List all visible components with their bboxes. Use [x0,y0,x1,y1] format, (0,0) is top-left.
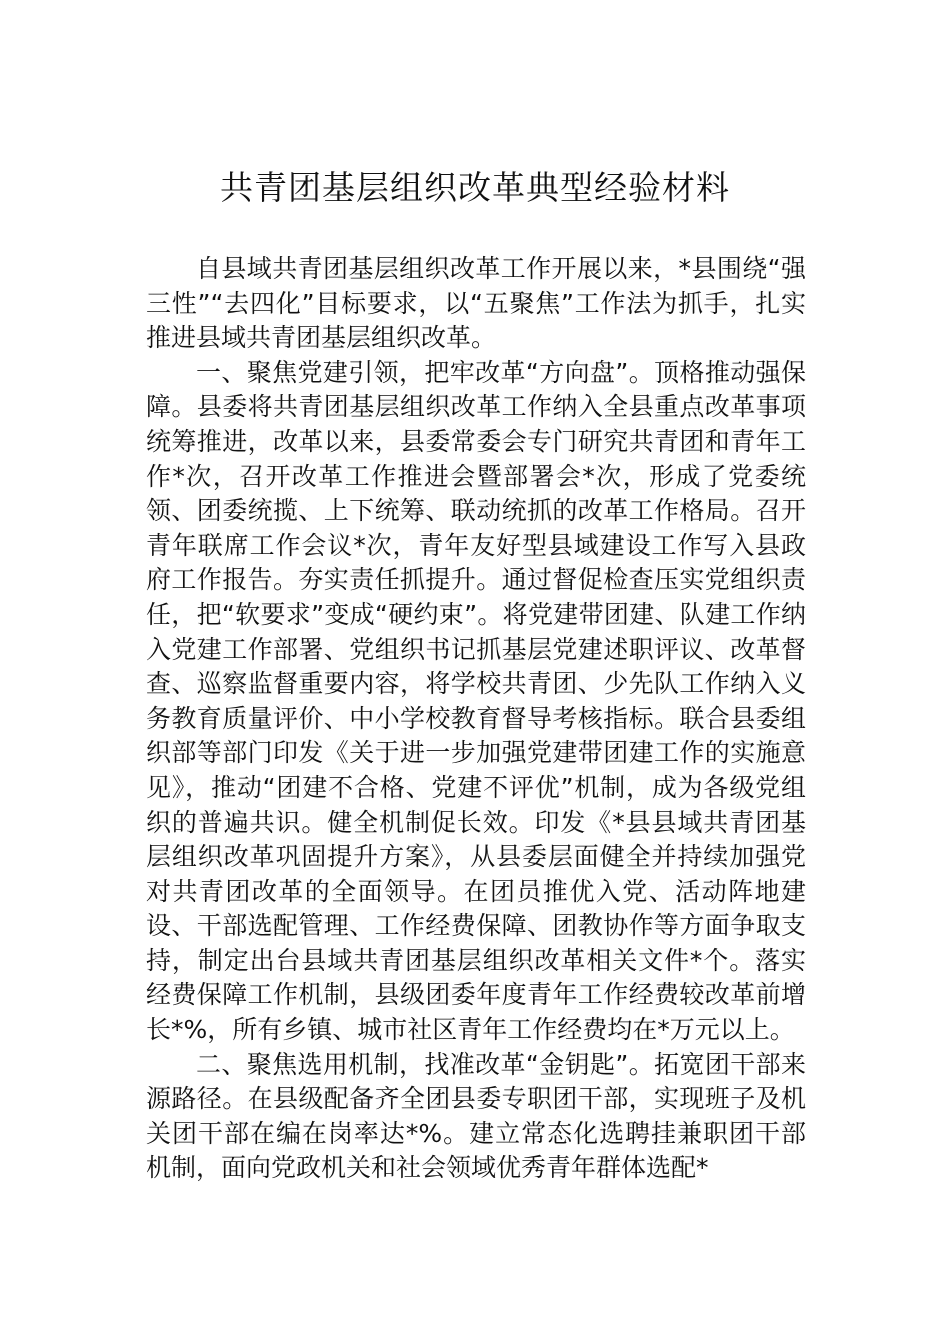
paragraph-section-one: 一、聚焦党建引领，把牢改革“方向盘”。顶格推动强保障。县委将共青团基层组织改革工作纳入全县重点改革事项统筹推进，改革以来，县委常委会专门研究共青团和青年工作*次，召开改革工作推进会暨部署会*次，形成了党委统领、团委统揽、上下统筹、联动统抓的改革工作格局。召开青年联席工作会议*次，青年友好型县域建设工作写入县政府工作报告。夯实责任抓提升。通过督促检查压实党组织责任，把“软要求”变成“硬约束”。将党建带团建、队建工作纳入党建工作部署、党组织书记抓基层党建述职评议、改革督查、巡察监督重要内容，将学校共青团、少先队工作纳入义务教育质量评价、中小学校教育督导考核指标。联合县委组织部等部门印发《关于进一步加强党建带团建工作的实施意见》，推动“团建不合格、党建不评优”机制，成为各级党组织的普遍共识。健全机制促长效。印发《*县县域共青团基层组织改革巩固提升方案》，从县委层面健全并持续加强党对共青团改革的全面领导。在团员推优入党、活动阵地建设、干部选配管理、工作经费保障、团教协作等方面争取支持，制定出台县域共青团基层组织改革相关文件*个。落实经费保障工作机制，县级团委年度青年工作经费较改革前增长*%，所有乡镇、城市社区青年工作经费均在*万元以上。 [146,357,806,1045]
document-title: 共青团基层组织改革典型经验材料 [220,168,730,207]
document-body [146,252,806,1186]
paragraph-intro: 自县域共青团基层组织改革工作开展以来，*县围绕“强三性”“去四化”目标要求，以“五聚焦”工作法为抓手，扎实推进县域共青团基层组织改革。 [146,254,806,353]
paragraph-section-two: 二、聚焦选用机制，找准改革“金钥匙”。拓宽团干部来源路径。在县级配备齐全团县委专职团干部，实现班子及机关团干部在编在岗率达*%。建立常态化选聘挂兼职团干部机制，面向党政机关和社会领域优秀青年群体选配* [146,1049,806,1183]
